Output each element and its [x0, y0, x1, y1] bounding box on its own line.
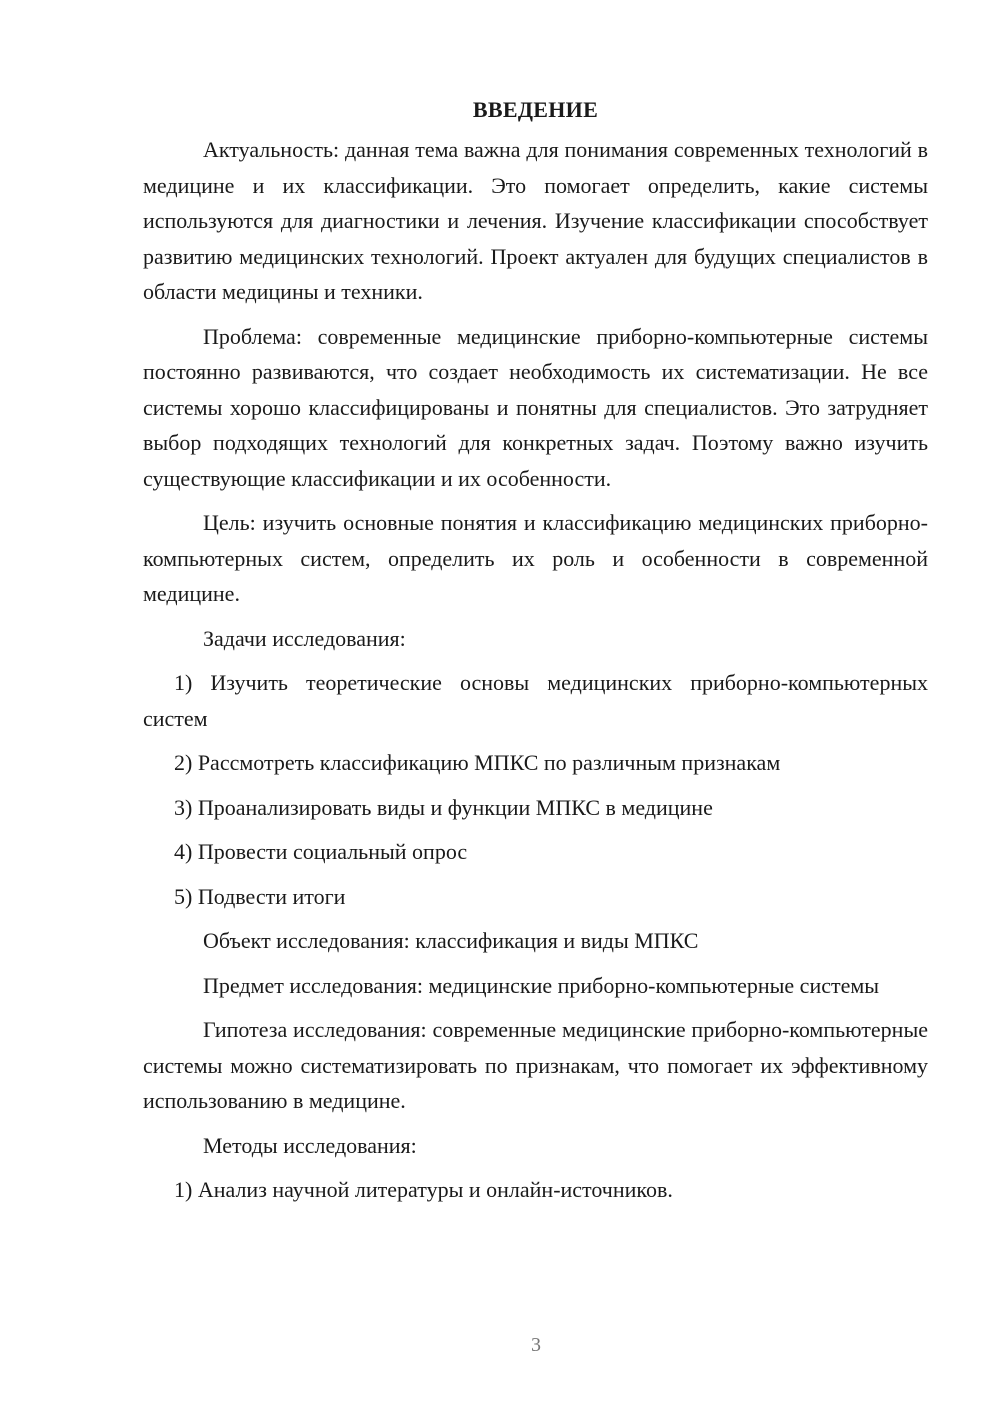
page-title: ВВЕДЕНИЕ: [472, 97, 599, 122]
paragraph-subject: Предмет исследования: медицинские приборно-компьютерные системы: [203, 972, 880, 998]
paragraph-object: Объект исследования: классификация и виды МПКС: [203, 928, 699, 953]
tasks-heading: Задачи исследования:: [203, 625, 406, 651]
page-number: 3: [531, 1334, 541, 1356]
paragraph-hypothesis: Гипотеза исследования: современные медицинские приборно-компьютерные системы можно систематизировать по признакам, что помогает их эффективному использованию в медицине.: [143, 1017, 928, 1113]
task-item-2: 2) Рассмотреть классификацию МПКС по различным признакам: [174, 750, 781, 775]
method-item-1: 1) Анализ научной литературы и онлайн-источников.: [174, 1177, 673, 1202]
task-item-1: 1) Изучить теоретические основы медицинских приборно-компьютерных систем: [143, 670, 928, 731]
paragraph-problem: Проблема: современные медицинские приборно-компьютерные системы постоянно развиваются, что создает необходимость их систематизации. Не все системы хорошо классифицированы и понятны для специалистов. Это затрудняет выбор подходящих технологий для конкретных задач. Поэтому важно изучить существующие классификации и их особенности.: [143, 323, 928, 491]
paragraph-relevance: Актуальность: данная тема важна для понимания современных технологий в медицине и их классификации. Это помогает определить, какие системы используются для диагностики и лечения. Изучение классификации способствует развитию медицинских технологий. Проект актуален для будущих специалистов в области медицины и техники.: [143, 137, 928, 304]
methods-heading: Методы исследования:: [203, 1132, 417, 1158]
task-item-5: 5) Подвести итоги: [174, 883, 346, 909]
document-page: [143, 92, 928, 1217]
paragraph-goal: Цель: изучить основные понятия и классификацию медицинских приборно-компьютерных систем, определить их роль и особенности в современной медицине.: [143, 510, 928, 606]
task-item-3: 3) Проанализировать виды и функции МПКС в медицине: [174, 794, 713, 820]
task-item-4: 4) Провести социальный опрос: [174, 839, 468, 864]
